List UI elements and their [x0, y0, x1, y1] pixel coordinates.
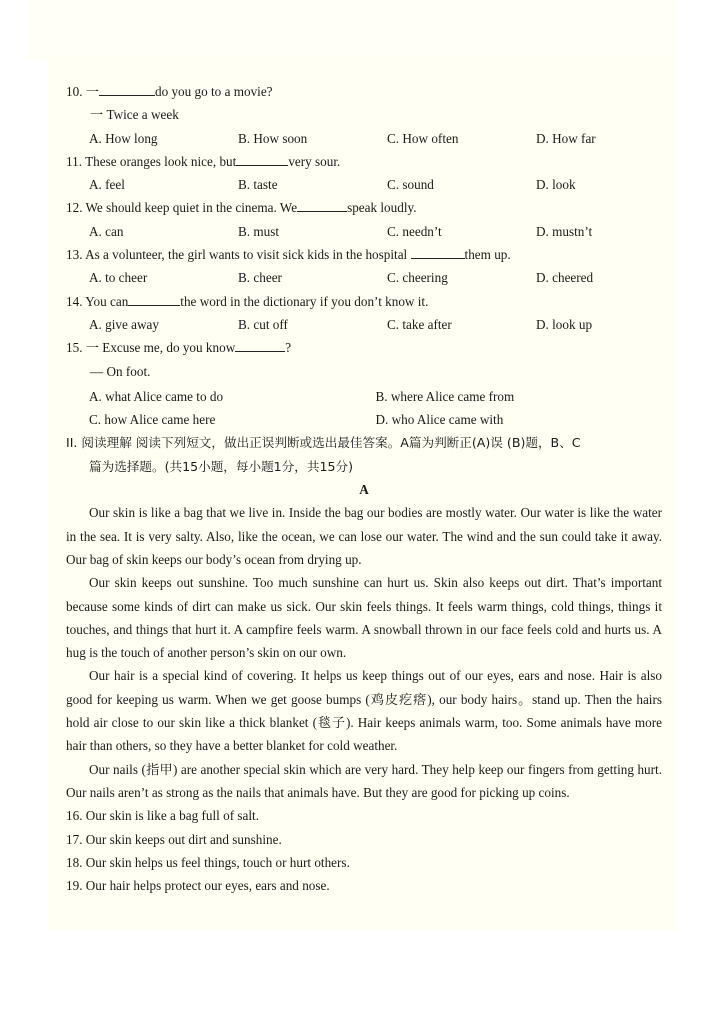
option-d: D. cheered [536, 270, 594, 286]
question-text-pre: As a volunteer, the girl wants to visit sick kids in the hospital [85, 247, 408, 263]
answer-blank [235, 337, 285, 352]
question-15 [66, 336, 662, 359]
question-10-reply: 一 Twice a week [90, 107, 179, 123]
question-number: 13. [66, 247, 83, 263]
option-a: A. can [89, 223, 124, 239]
option-b: B. must [238, 223, 280, 239]
section-heading: II. 阅读理解 阅读下列短文，做出正误判断或选出最佳答案。A篇为判断正(A)误 (B)题，B、C [66, 435, 581, 451]
question-13 [66, 243, 662, 266]
question-text-post: very sour. [288, 153, 341, 169]
statement-16: 16. Our skin is like a bag full of salt. [66, 808, 260, 824]
statement-18: 18. Our skin helps us feel things, touch or hurt others. [66, 854, 350, 870]
option-a: A. what Alice came to do [89, 388, 224, 404]
question-11 [66, 150, 662, 173]
question-13-options [66, 266, 662, 289]
question-text-pre: We should keep quiet in the cinema. We [85, 200, 298, 216]
answer-blank [411, 244, 465, 259]
question-14-options [66, 313, 662, 336]
question-12 [66, 196, 662, 219]
passage-paragraph: Our skin is like a bag that we live in. Inside the bag our bodies are mostly water. Our water is like the water in the sea. It is very salty. Also, like the ocean, we can lose our water. The wind and the sun could take it away. Our bag of skin keeps our body’s ocean from drying up. [66, 505, 662, 567]
option-a: A. to cheer [89, 270, 148, 286]
option-a: A. How long [89, 130, 158, 146]
option-d: D. How far [536, 130, 596, 146]
option-d: D. look [536, 177, 576, 193]
question-text-pre: 一 Excuse me, do you know [85, 340, 236, 356]
option-c: C. needn’t [387, 223, 442, 239]
section-heading-cont: 篇为选择题。(共15小题，每小题1分，共15分) [89, 458, 353, 474]
option-d: D. look up [536, 316, 593, 332]
option-a: A. give away [89, 316, 159, 332]
answer-blank [236, 151, 288, 166]
question-text-post: ? [285, 340, 292, 356]
statement-19: 19. Our hair helps protect our eyes, ears and nose. [66, 878, 330, 894]
question-15-options-row2 [66, 408, 662, 431]
question-14 [66, 290, 662, 313]
option-b: B. How soon [238, 130, 308, 146]
passage-paragraph: Our skin keeps out sunshine. Too much sunshine can hurt us. Skin also keeps out dirt. That’s important because some kinds of dirt can make us sick. Our skin feels things. It feels warm things, cold things, things it touches, and things that hurt it. A campfire feels warm. A snowball thrown in our face feels cold and hurts us. A hug is the touch of another person’s skin on our own. [66, 575, 662, 661]
passage-paragraph: Our hair is a special kind of covering. It helps us keep things out of our eyes, ears and nose. Hair is also good for keeping us warm. When we get goose bumps (鸡皮疙瘩), our body hairs。stand up. Then the hairs hold air close to our skin like a thick blanket (毯子). Hair keeps animals warm, too. Some animals have more hair than others, so they have a better blanket for cold weather. [66, 668, 662, 754]
question-10-options [66, 127, 662, 150]
question-11-options [66, 173, 662, 196]
option-c: C. sound [387, 177, 434, 193]
question-text-post: do you go to a movie? [154, 84, 273, 99]
question-15-reply: — On foot. [90, 363, 151, 379]
option-b: B. where Alice came from [375, 388, 515, 404]
passage-paragraph: Our nails (指甲) are another special skin which are very hard. They help keep our fingers from getting hurt. Our nails aren’t as strong as the nails that animals have. But they are good for picking up coins. [66, 761, 662, 800]
option-c: C. How often [387, 130, 459, 146]
question-text-post: them up. [464, 247, 511, 263]
statement-17: 17. Our skin keeps out dirt and sunshine. [66, 831, 282, 847]
option-a: A. feel [89, 177, 125, 193]
answer-blank [99, 81, 155, 96]
exam-content [66, 80, 662, 897]
question-number: 14. [66, 293, 83, 309]
question-12-options [66, 220, 662, 243]
option-d: D. who Alice came with [375, 412, 504, 428]
question-number: 12. [66, 200, 83, 216]
option-c: C. take after [387, 316, 452, 332]
option-c: C. cheering [387, 270, 448, 286]
question-text-pre: These oranges look nice, but [85, 153, 237, 169]
question-15-options-row1 [66, 385, 662, 408]
option-d: D. mustn’t [536, 223, 593, 239]
question-number: 15. [66, 340, 83, 356]
question-10 [66, 80, 662, 103]
option-b: B. taste [238, 177, 278, 193]
question-text-pre: You can [85, 293, 129, 309]
page-top-margin [28, 0, 678, 60]
question-text-post: speak loudly. [347, 200, 417, 216]
question-number: 11. [66, 153, 82, 169]
option-b: B. cut off [238, 316, 288, 332]
question-text-pre: 一 [85, 84, 99, 99]
question-text-post: the word in the dictionary if you don’t know it. [180, 293, 429, 309]
answer-blank [128, 291, 180, 306]
answer-blank [297, 197, 347, 212]
question-number: 10. [66, 84, 83, 99]
passage-title: A [359, 482, 369, 498]
option-c: C. how Alice came here [89, 412, 216, 428]
option-b: B. cheer [238, 270, 282, 286]
